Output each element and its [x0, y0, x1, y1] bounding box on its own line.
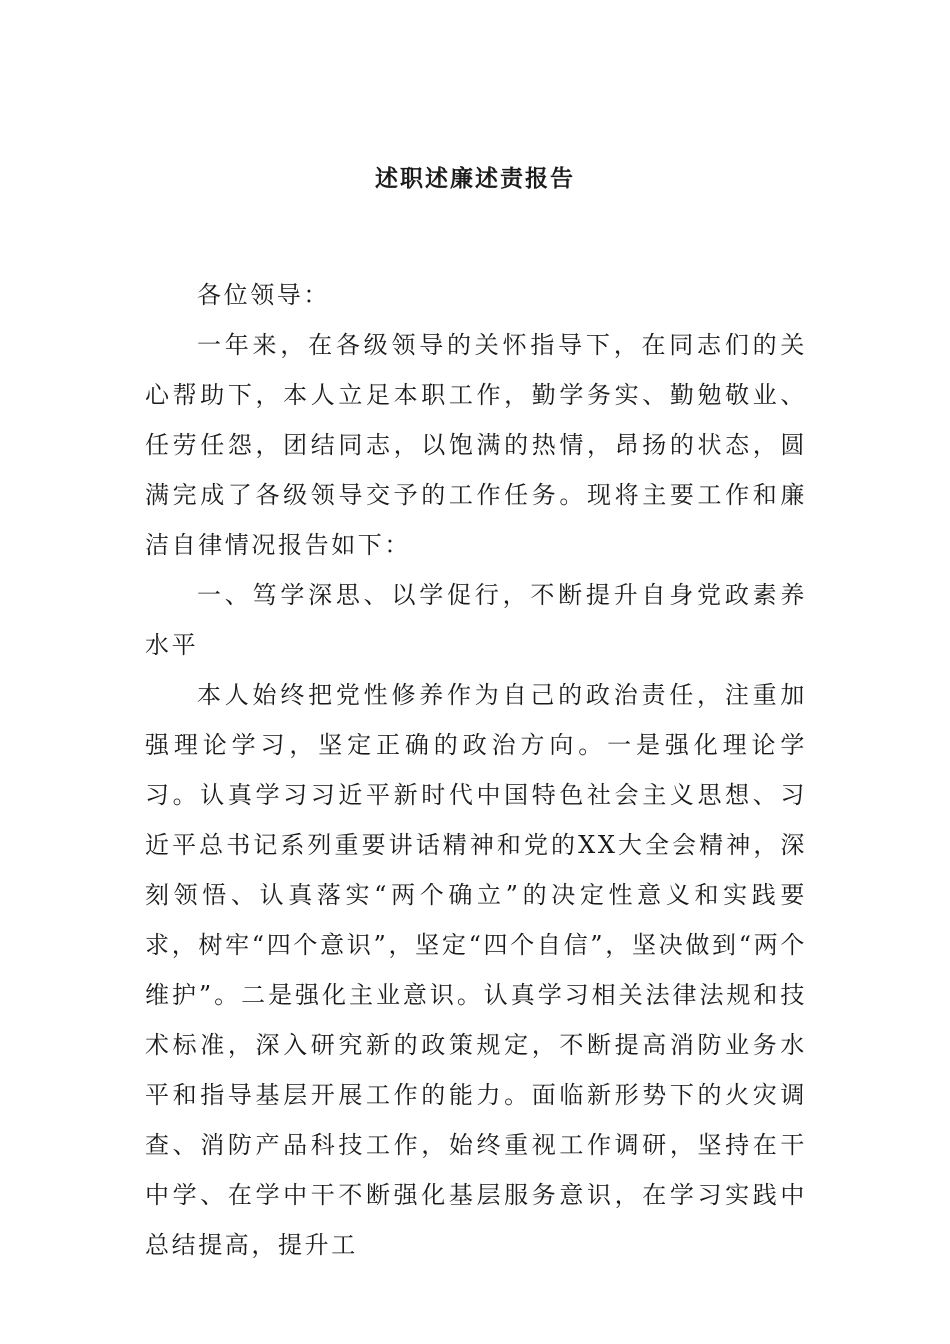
document-title: 述职述廉述责报告	[375, 165, 575, 192]
salutation-paragraph: 各位领导：	[197, 281, 330, 309]
body-paragraph: 本人始终把党性修养作为自己的政治责任，注重加强理论学习，坚定正确的政治方向。一是强化理论学习。认真学习习近平新时代中国特色社会主义思想、习近平总书记系列重要讲话精神和党的XX大全会精神，深刻领悟、认真落实“两个确立”的决定性意义和实践要求，树牢“四个意识”，坚定“四个自信”，坚决做到“两个维护”。二是强化主业意识。认真学习相关法律法规和技术标准，深入研究新的政策规定，不断提高消防业务水平和指导基层开展工作的能力。面临新形势下的火灾调查、消防产品科技工作，始终重视工作调研，坚持在干中学、在学中干不断强化基层服务意识，在学习实践中总结提高，提升工	[145, 681, 807, 1259]
section-heading-1: 一、笃学深思、以学促行，不断提升自身党政素养水平	[145, 581, 807, 659]
document-body	[145, 270, 807, 1270]
intro-paragraph: 一年来，在各级领导的关怀指导下，在同志们的关心帮助下，本人立足本职工作，勤学务实、勤勉敬业、任劳任怨，团结同志，以饱满的热情，昂扬的状态，圆满完成了各级领导交予的工作任务。现将主要工作和廉洁自律情况报告如下：	[145, 331, 807, 559]
